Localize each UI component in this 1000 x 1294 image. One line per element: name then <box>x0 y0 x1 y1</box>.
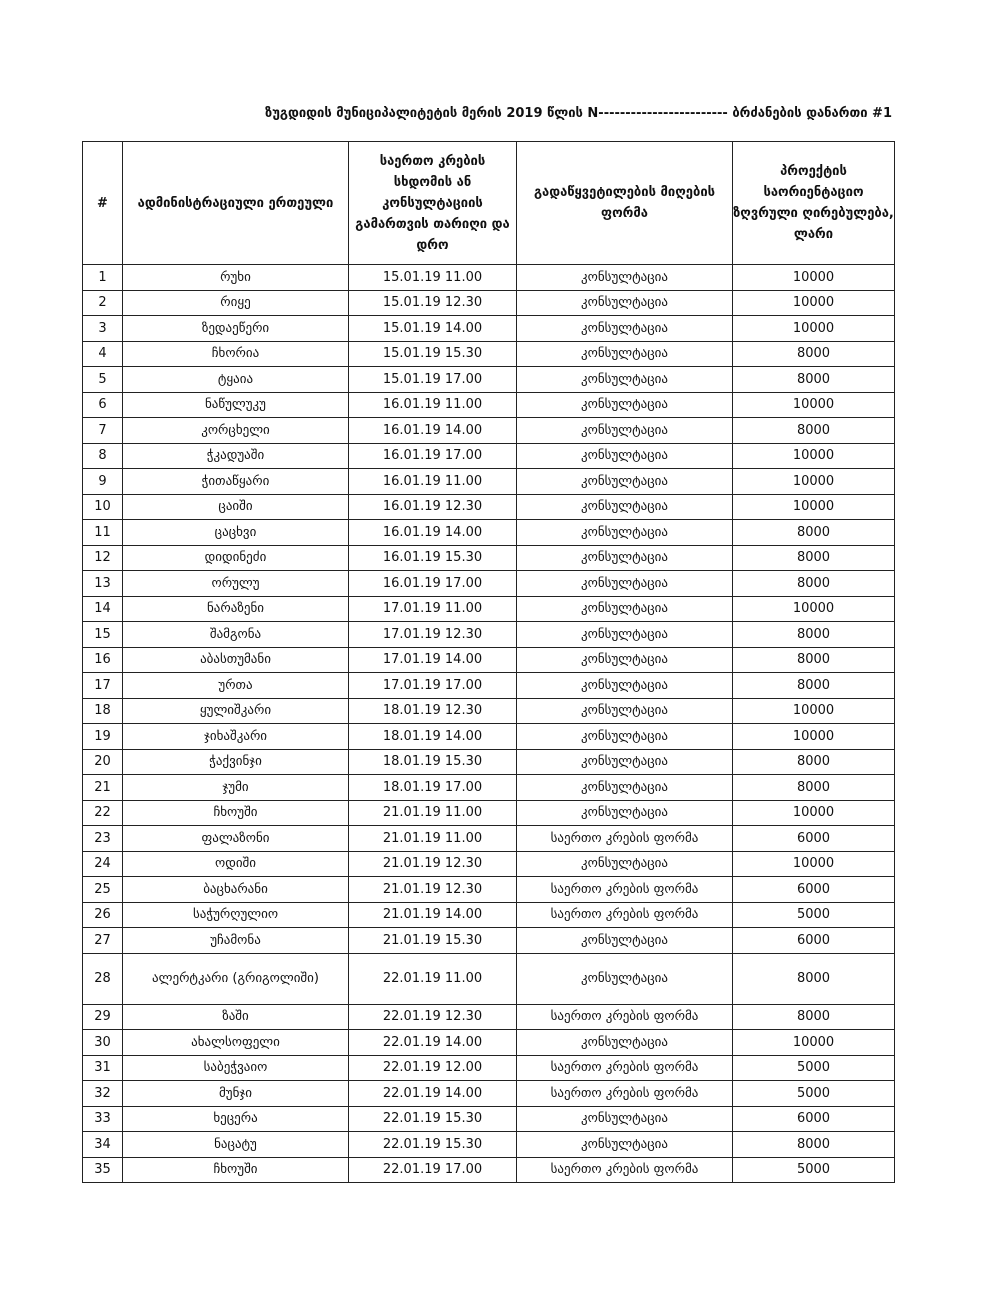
budget-cell: 8000 <box>733 571 895 597</box>
table-row <box>83 877 895 903</box>
table-row <box>83 1081 895 1107</box>
admin-unit-cell: ჯიხაშკარი <box>123 724 349 750</box>
date-time-cell: 15.01.19 12.30 <box>349 290 517 316</box>
date-time-cell: 22.01.19 12.00 <box>349 1055 517 1081</box>
date-time-cell: 16.01.19 17.00 <box>349 571 517 597</box>
decision-form-cell: კონსულტაცია <box>517 698 733 724</box>
table-row <box>83 265 895 291</box>
table-row <box>83 392 895 418</box>
admin-unit-cell: ურთა <box>123 673 349 699</box>
decision-form-cell: კონსულტაცია <box>517 571 733 597</box>
row-number-cell: 23 <box>83 826 123 852</box>
decision-form-cell: კონსულტაცია <box>517 392 733 418</box>
budget-cell: 8000 <box>733 520 895 546</box>
budget-cell: 10000 <box>733 290 895 316</box>
budget-cell: 10000 <box>733 265 895 291</box>
decision-form-cell: საერთო კრების ფორმა <box>517 826 733 852</box>
table-row <box>83 290 895 316</box>
admin-unit-cell: ჭითაწყარი <box>123 469 349 495</box>
budget-cell: 10000 <box>733 851 895 877</box>
table-row <box>83 469 895 495</box>
budget-cell: 8000 <box>733 1132 895 1158</box>
date-time-cell: 21.01.19 15.30 <box>349 928 517 954</box>
admin-unit-cell: ყულიშკარი <box>123 698 349 724</box>
admin-unit-cell: კორცხელი <box>123 418 349 444</box>
decision-form-cell: კონსულტაცია <box>517 418 733 444</box>
row-number-cell: 14 <box>83 596 123 622</box>
decision-form-cell: კონსულტაცია <box>517 647 733 673</box>
decision-form-cell: კონსულტაცია <box>517 316 733 342</box>
budget-cell: 5000 <box>733 1081 895 1107</box>
decision-form-cell: საერთო კრების ფორმა <box>517 1081 733 1107</box>
budget-cell: 8000 <box>733 775 895 801</box>
decision-form-cell: კონსულტაცია <box>517 290 733 316</box>
row-number-cell: 18 <box>83 698 123 724</box>
budget-cell: 10000 <box>733 800 895 826</box>
admin-unit-cell: შამგონა <box>123 622 349 648</box>
budget-cell: 8000 <box>733 749 895 775</box>
table-row <box>83 673 895 699</box>
decision-form-cell: კონსულტაცია <box>517 520 733 546</box>
decision-form-cell: კონსულტაცია <box>517 1030 733 1056</box>
admin-unit-cell: ნაცატუ <box>123 1132 349 1158</box>
table-row <box>83 749 895 775</box>
table-row <box>83 316 895 342</box>
row-number-cell: 13 <box>83 571 123 597</box>
budget-cell: 10000 <box>733 316 895 342</box>
table-row <box>83 1132 895 1158</box>
table-row <box>83 851 895 877</box>
row-number-cell: 6 <box>83 392 123 418</box>
row-number-cell: 22 <box>83 800 123 826</box>
admin-unit-cell: ზედაეწერი <box>123 316 349 342</box>
budget-cell: 8000 <box>733 367 895 393</box>
budget-cell: 6000 <box>733 826 895 852</box>
budget-cell: 8000 <box>733 953 895 1004</box>
admin-unit-cell: ცაიში <box>123 494 349 520</box>
admin-unit-cell: ჩხორია <box>123 341 349 367</box>
table-row <box>83 826 895 852</box>
row-number-cell: 8 <box>83 443 123 469</box>
budget-cell: 10000 <box>733 494 895 520</box>
date-time-cell: 18.01.19 15.30 <box>349 749 517 775</box>
table-row <box>83 775 895 801</box>
date-time-cell: 18.01.19 12.30 <box>349 698 517 724</box>
admin-unit-cell: ჩხოუში <box>123 800 349 826</box>
date-time-cell: 21.01.19 14.00 <box>349 902 517 928</box>
admin-unit-cell: ჭაქვინჯი <box>123 749 349 775</box>
table-row <box>83 520 895 546</box>
row-number-cell: 28 <box>83 953 123 1004</box>
decision-form-cell: საერთო კრების ფორმა <box>517 1157 733 1183</box>
schedule-table <box>82 141 895 1183</box>
table-row <box>83 596 895 622</box>
date-time-cell: 21.01.19 11.00 <box>349 826 517 852</box>
admin-unit-cell: მუნჯი <box>123 1081 349 1107</box>
decision-form-cell: კონსულტაცია <box>517 494 733 520</box>
decision-form-cell: კონსულტაცია <box>517 851 733 877</box>
budget-cell: 10000 <box>733 698 895 724</box>
row-number-cell: 27 <box>83 928 123 954</box>
date-time-cell: 18.01.19 17.00 <box>349 775 517 801</box>
row-number-cell: 1 <box>83 265 123 291</box>
date-time-cell: 21.01.19 11.00 <box>349 800 517 826</box>
decision-form-cell: საერთო კრების ფორმა <box>517 1004 733 1030</box>
budget-cell: 6000 <box>733 877 895 903</box>
table-row <box>83 1004 895 1030</box>
budget-cell: 6000 <box>733 928 895 954</box>
date-time-cell: 22.01.19 12.30 <box>349 1004 517 1030</box>
admin-unit-cell: ალერტკარი (გრიგოლიში) <box>123 953 349 1004</box>
table-row <box>83 443 895 469</box>
budget-cell: 8000 <box>733 418 895 444</box>
decision-form-cell: საერთო კრების ფორმა <box>517 1055 733 1081</box>
decision-form-cell: კონსულტაცია <box>517 469 733 495</box>
date-time-cell: 17.01.19 14.00 <box>349 647 517 673</box>
budget-cell: 8000 <box>733 647 895 673</box>
budget-cell: 8000 <box>733 545 895 571</box>
date-time-cell: 16.01.19 15.30 <box>349 545 517 571</box>
row-number-cell: 12 <box>83 545 123 571</box>
date-time-cell: 16.01.19 14.00 <box>349 520 517 546</box>
row-number-cell: 19 <box>83 724 123 750</box>
budget-cell: 8000 <box>733 341 895 367</box>
decision-form-cell: კონსულტაცია <box>517 928 733 954</box>
admin-unit-cell: ბაცხარანი <box>123 877 349 903</box>
table-row <box>83 1106 895 1132</box>
date-time-cell: 22.01.19 11.00 <box>349 953 517 1004</box>
decision-form-cell: კონსულტაცია <box>517 800 733 826</box>
row-number-cell: 15 <box>83 622 123 648</box>
admin-unit-cell: უჩამონა <box>123 928 349 954</box>
admin-unit-cell: აბასთუმანი <box>123 647 349 673</box>
budget-cell: 8000 <box>733 673 895 699</box>
date-time-cell: 15.01.19 15.30 <box>349 341 517 367</box>
decision-form-cell: საერთო კრების ფორმა <box>517 877 733 903</box>
row-number-cell: 5 <box>83 367 123 393</box>
budget-cell: 10000 <box>733 596 895 622</box>
admin-unit-cell: ფალაზონი <box>123 826 349 852</box>
table-row <box>83 953 895 1004</box>
table-row <box>83 724 895 750</box>
row-number-cell: 30 <box>83 1030 123 1056</box>
decision-form-cell: კონსულტაცია <box>517 265 733 291</box>
date-time-cell: 16.01.19 14.00 <box>349 418 517 444</box>
date-time-cell: 21.01.19 12.30 <box>349 851 517 877</box>
table-row <box>83 367 895 393</box>
admin-unit-cell: დიდინეძი <box>123 545 349 571</box>
row-number-cell: 17 <box>83 673 123 699</box>
row-number-cell: 24 <box>83 851 123 877</box>
date-time-cell: 16.01.19 11.00 <box>349 392 517 418</box>
header-decision-form: გადაწყვეტილების მიღების ფორმა <box>517 142 733 265</box>
decision-form-cell: კონსულტაცია <box>517 775 733 801</box>
date-time-cell: 16.01.19 12.30 <box>349 494 517 520</box>
date-time-cell: 15.01.19 11.00 <box>349 265 517 291</box>
row-number-cell: 29 <box>83 1004 123 1030</box>
table-row <box>83 341 895 367</box>
admin-unit-cell: ჯუმი <box>123 775 349 801</box>
date-time-cell: 17.01.19 11.00 <box>349 596 517 622</box>
decision-form-cell: კონსულტაცია <box>517 443 733 469</box>
admin-unit-cell: საჭურღულიო <box>123 902 349 928</box>
date-time-cell: 15.01.19 14.00 <box>349 316 517 342</box>
row-number-cell: 7 <box>83 418 123 444</box>
date-time-cell: 22.01.19 17.00 <box>349 1157 517 1183</box>
admin-unit-cell: ნაწულუკუ <box>123 392 349 418</box>
budget-cell: 10000 <box>733 724 895 750</box>
decision-form-cell: კონსულტაცია <box>517 545 733 571</box>
row-number-cell: 3 <box>83 316 123 342</box>
table-header-row <box>83 142 895 265</box>
date-time-cell: 17.01.19 12.30 <box>349 622 517 648</box>
decision-form-cell: საერთო კრების ფორმა <box>517 902 733 928</box>
row-number-cell: 4 <box>83 341 123 367</box>
admin-unit-cell: საბეჭვაიო <box>123 1055 349 1081</box>
date-time-cell: 15.01.19 17.00 <box>349 367 517 393</box>
row-number-cell: 16 <box>83 647 123 673</box>
admin-unit-cell: ხეცერა <box>123 1106 349 1132</box>
table-row <box>83 1030 895 1056</box>
admin-unit-cell: ტყაია <box>123 367 349 393</box>
admin-unit-cell: ნარაზენი <box>123 596 349 622</box>
row-number-cell: 33 <box>83 1106 123 1132</box>
decision-form-cell: კონსულტაცია <box>517 673 733 699</box>
table-row <box>83 698 895 724</box>
admin-unit-cell: ზაში <box>123 1004 349 1030</box>
table-row <box>83 1055 895 1081</box>
admin-unit-cell: ორულუ <box>123 571 349 597</box>
date-time-cell: 17.01.19 17.00 <box>349 673 517 699</box>
row-number-cell: 35 <box>83 1157 123 1183</box>
date-time-cell: 22.01.19 15.30 <box>349 1106 517 1132</box>
row-number-cell: 26 <box>83 902 123 928</box>
budget-cell: 10000 <box>733 1030 895 1056</box>
decision-form-cell: კონსულტაცია <box>517 1106 733 1132</box>
table-row <box>83 647 895 673</box>
row-number-cell: 9 <box>83 469 123 495</box>
admin-unit-cell: ჭკადუაში <box>123 443 349 469</box>
table-row <box>83 622 895 648</box>
decision-form-cell: კონსულტაცია <box>517 953 733 1004</box>
admin-unit-cell: რიყე <box>123 290 349 316</box>
admin-unit-cell: ოდიში <box>123 851 349 877</box>
date-time-cell: 16.01.19 11.00 <box>349 469 517 495</box>
row-number-cell: 11 <box>83 520 123 546</box>
row-number-cell: 25 <box>83 877 123 903</box>
decision-form-cell: კონსულტაცია <box>517 622 733 648</box>
row-number-cell: 34 <box>83 1132 123 1158</box>
decision-form-cell: კონსულტაცია <box>517 749 733 775</box>
date-time-cell: 21.01.19 12.30 <box>349 877 517 903</box>
table-row <box>83 418 895 444</box>
budget-cell: 10000 <box>733 392 895 418</box>
table-row <box>83 800 895 826</box>
decision-form-cell: კონსულტაცია <box>517 724 733 750</box>
date-time-cell: 16.01.19 17.00 <box>349 443 517 469</box>
table-row <box>83 1157 895 1183</box>
decision-form-cell: კონსულტაცია <box>517 367 733 393</box>
table-body <box>83 265 895 1183</box>
budget-cell: 8000 <box>733 1004 895 1030</box>
budget-cell: 10000 <box>733 469 895 495</box>
header-number: # <box>83 142 123 265</box>
budget-cell: 5000 <box>733 1157 895 1183</box>
table-row <box>83 571 895 597</box>
header-budget: პროექტის საორიენტაციო ზღვრული ღირებულება, ლარი <box>733 142 895 265</box>
date-time-cell: 22.01.19 14.00 <box>349 1030 517 1056</box>
budget-cell: 5000 <box>733 902 895 928</box>
table-row <box>83 902 895 928</box>
header-date-time: საერთო კრების სხდომის ან კონსულტაციის გამართვის თარიღი და დრო <box>349 142 517 265</box>
header-admin-unit: ადმინისტრაციული ერთეული <box>123 142 349 265</box>
admin-unit-cell: რუხი <box>123 265 349 291</box>
decision-form-cell: კონსულტაცია <box>517 341 733 367</box>
row-number-cell: 2 <box>83 290 123 316</box>
budget-cell: 5000 <box>733 1055 895 1081</box>
row-number-cell: 21 <box>83 775 123 801</box>
row-number-cell: 32 <box>83 1081 123 1107</box>
decision-form-cell: კონსულტაცია <box>517 1132 733 1158</box>
admin-unit-cell: ახალსოფელი <box>123 1030 349 1056</box>
page-title: ზუგდიდის მუნიციპალიტეტის მერის 2019 წლის N------------------------ ბრძანების დანართი #1 <box>265 106 892 121</box>
budget-cell: 10000 <box>733 443 895 469</box>
row-number-cell: 31 <box>83 1055 123 1081</box>
row-number-cell: 10 <box>83 494 123 520</box>
table-row <box>83 545 895 571</box>
date-time-cell: 18.01.19 14.00 <box>349 724 517 750</box>
table-row <box>83 494 895 520</box>
table-row <box>83 928 895 954</box>
decision-form-cell: კონსულტაცია <box>517 596 733 622</box>
admin-unit-cell: ჩხოუში <box>123 1157 349 1183</box>
date-time-cell: 22.01.19 15.30 <box>349 1132 517 1158</box>
budget-cell: 6000 <box>733 1106 895 1132</box>
budget-cell: 8000 <box>733 622 895 648</box>
admin-unit-cell: ცაცხვი <box>123 520 349 546</box>
date-time-cell: 22.01.19 14.00 <box>349 1081 517 1107</box>
row-number-cell: 20 <box>83 749 123 775</box>
